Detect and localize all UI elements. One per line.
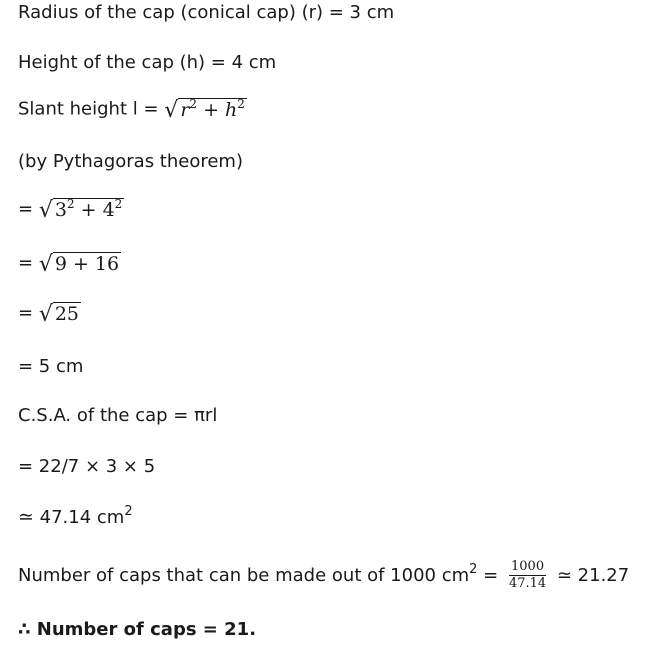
step3-line (18, 302, 81, 325)
pythagoras-line (18, 151, 243, 173)
fraction-denominator: 47.14 (508, 576, 547, 592)
radicand (53, 198, 124, 221)
approx-symbol: ≃ (18, 506, 34, 528)
plus-sign: + (197, 99, 226, 121)
conclusion-line (18, 619, 256, 641)
exponent: 2 (114, 197, 123, 211)
step1-sqrt (39, 198, 125, 221)
step1-line (18, 198, 124, 221)
caps-count-label: Number of caps that can be made out of 1000 cm (18, 564, 470, 586)
unit-exponent: 2 (469, 561, 478, 577)
term-a: 3 (54, 199, 67, 221)
equals-sign: = (18, 252, 39, 274)
radicand: 9 + 16 (54, 253, 120, 275)
equals-sign: = (477, 564, 504, 586)
fraction-numerator: 1000 (509, 560, 546, 576)
radius-text: Radius of the cap (conical cap) (r) = 3 cm (18, 2, 395, 23)
step2-sqrt (39, 252, 121, 275)
pythagoras-text: (by Pythagoras theorem) (18, 151, 243, 172)
var-h: h (225, 99, 238, 121)
caps-result: ≃ 21.27 (551, 564, 630, 586)
radicand (178, 98, 247, 121)
step4-text: = 5 cm (18, 356, 84, 377)
height-text: Height of the cap (h) = 4 cm (18, 52, 277, 73)
csa-text: C.S.A. of the cap = πrl (18, 405, 218, 426)
radical-sign: √ (38, 302, 53, 327)
unit-exponent: 2 (124, 504, 133, 519)
term-b: 4 (102, 199, 115, 221)
radical-sign: √ (38, 252, 53, 277)
height-line (18, 52, 276, 74)
caps-count-line (18, 560, 629, 592)
exponent: 2 (189, 97, 198, 111)
exponent: 2 (237, 97, 245, 111)
radius-line (18, 2, 394, 24)
radicand: 25 (54, 303, 80, 325)
slant-height-label: Slant height l = (18, 98, 165, 120)
csa-line (18, 405, 217, 427)
slant-height-line (18, 98, 247, 121)
csa-value-line (18, 506, 133, 529)
conclusion-text: ∴ Number of caps = 21. (18, 619, 257, 640)
equals-sign: = (18, 302, 39, 324)
step3-sqrt (39, 302, 81, 325)
exponent: 2 (66, 197, 75, 211)
csa-calc-line (18, 456, 155, 478)
step2-line (18, 252, 121, 275)
slant-sqrt (164, 98, 247, 121)
csa-value-text: 47.14 cm (33, 507, 125, 528)
radical-sign: √ (164, 98, 179, 123)
csa-calc-text: = 22/7 × 3 × 5 (18, 456, 156, 477)
radical-sign: √ (38, 198, 53, 223)
plus-sign: + (74, 199, 103, 221)
step4-line (18, 356, 83, 378)
equals-sign: = (18, 198, 39, 220)
caps-fraction (507, 560, 548, 592)
var-r: r (180, 99, 190, 121)
